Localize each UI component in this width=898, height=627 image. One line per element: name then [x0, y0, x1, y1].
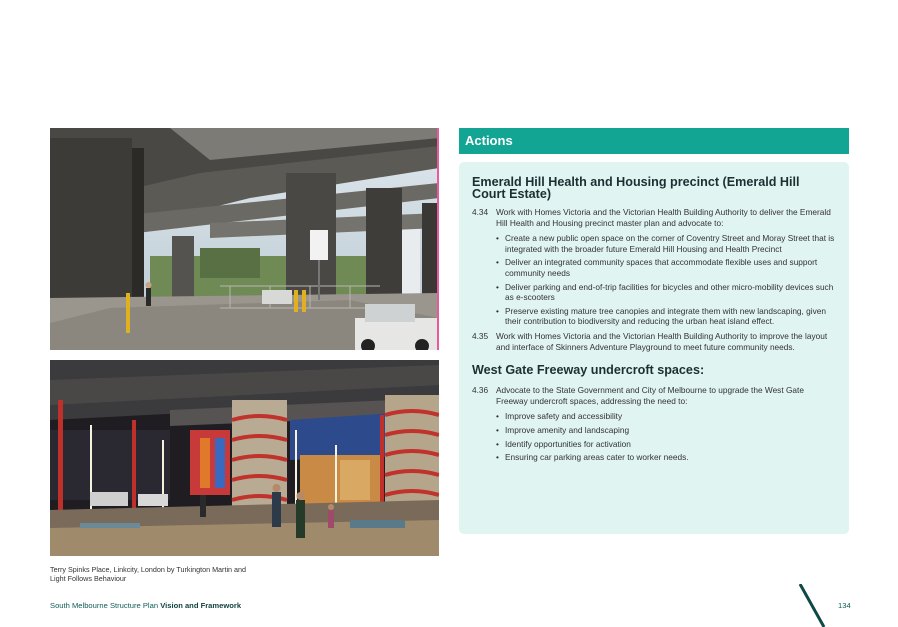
bullet-item: • Ensuring car parking areas cater to worker needs.	[496, 452, 835, 463]
action-item-4-34	[472, 207, 835, 228]
action-text: Work with Homes Victoria and the Victorian Health Building Authority to deliver the Emerald Hill Health and Housing precinct master plan and advocate to:	[496, 207, 831, 228]
action-number: 4.36	[472, 385, 489, 396]
section-title-emerald-hill: Emerald Hill Health and Housing precinct (Emerald Hill Court Estate)	[472, 175, 800, 201]
action-text: Work with Homes Victoria and the Victorian Health Building Authority to improve the layout and interface of Skinners Adventure Playground to meet future community needs.	[496, 330, 828, 352]
section-title-west-gate: West Gate Freeway undercroft spaces:	[472, 363, 705, 378]
bullet-item: • Preserve existing mature tree canopies and integrate them with new landscaping, given their contribution to biodiversity and reducing the urban heat island effect.	[496, 306, 835, 327]
terry-spinks-place-photo	[50, 360, 439, 556]
page-number: 134	[838, 601, 851, 610]
decorative-slash-icon	[796, 584, 828, 627]
action-text: Advocate to the State Government and City of Melbourne to upgrade the West Gate Freeway undercroft spaces, addressing the need to:	[496, 385, 804, 406]
bullet-item: • Deliver parking and end-of-trip facilities for bicycles and other micro-mobility devices such as e-scooters	[496, 282, 835, 303]
bullet-item: • Deliver an integrated community spaces that accommodate flexible uses and support community needs	[496, 257, 835, 278]
action-bullet-list	[496, 411, 835, 462]
action-number: 4.35	[472, 330, 489, 341]
freeway-undercroft-photo	[50, 128, 439, 350]
actions-panel	[459, 162, 849, 534]
bullet-item: • Improve safety and accessibility	[496, 411, 835, 422]
bullet-item: • Improve amenity and landscaping	[496, 425, 835, 436]
footer-doc-title	[50, 601, 241, 610]
actions-header: Actions	[459, 128, 849, 154]
action-item-4-35	[472, 331, 835, 352]
footer-doc-name: South Melbourne Structure Plan	[50, 601, 159, 610]
photo-caption: Terry Spinks Place, Linkcity, London by Turkington Martin and Light Follows Behaviour	[50, 565, 247, 583]
action-bullet-list	[496, 233, 835, 327]
action-number: 4.34	[472, 207, 489, 217]
bullet-item: • Create a new public open space on the corner of Coventry Street and Moray Street that is integrated with the broader future Emerald Hill Housing and Health Precinct	[496, 233, 835, 254]
bullet-item: • Identify opportunities for activation	[496, 439, 835, 450]
footer-section-name: Vision and Framework	[160, 601, 242, 610]
action-item-4-36	[472, 385, 835, 406]
